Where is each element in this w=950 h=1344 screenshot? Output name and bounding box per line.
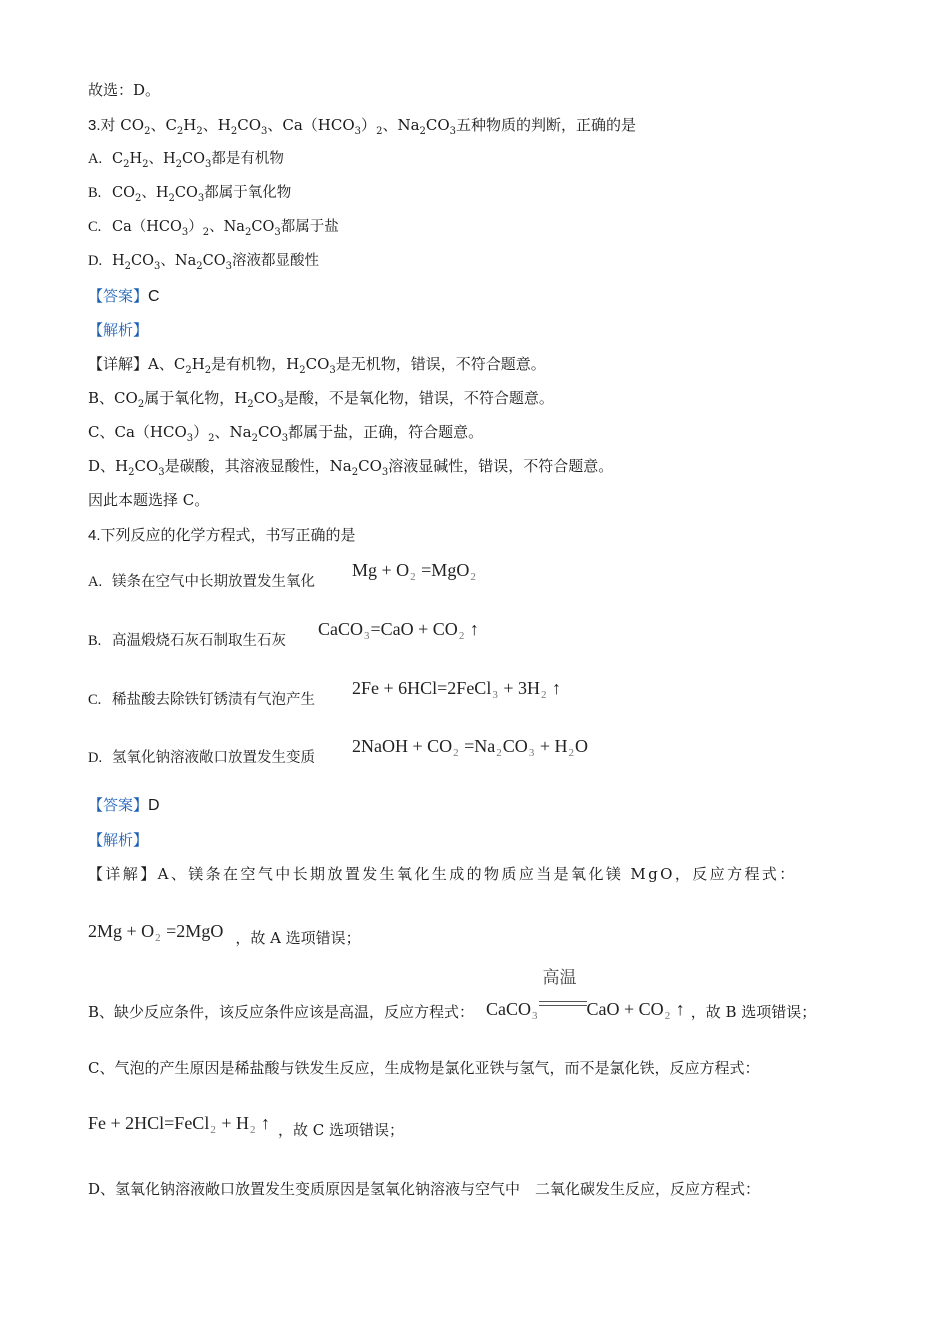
stem-part: 五种物质的判断，正确的是 [456, 116, 637, 134]
q3-detail-d: D、$H_2CO_3$是碳酸，其溶液显酸性，$Na_2CO_3$溶液显碱性，错误，不符合题意。 [88, 457, 614, 478]
q4-option-a [88, 560, 476, 593]
text: 溶液显碱性，错误，不符合题意。 [388, 457, 614, 475]
option-text: 都属于氧化物 [204, 185, 292, 201]
question-4-stem [88, 524, 356, 547]
text: ，故 B 选项错误； [690, 1003, 817, 1021]
question-3-number: 3. [88, 117, 101, 134]
option-key: A. [88, 151, 103, 167]
equation-a-correct: $2Mg + O_2 =2MgO$ [88, 921, 224, 944]
q4-detail-d: D、氢氧化钠溶液敞口放置发生变质原因是氢氧化钠溶液与空气中 二氧化碳发生反应，反应方程式： [88, 1180, 761, 1198]
q3-answer [88, 285, 160, 308]
q4-detail-a-eq [88, 921, 361, 955]
q3-detail-a: 【详解】A、$C_2H_2$是有机物，$H_2CO_3$是无机物，错误，不符合题意。 [88, 355, 546, 376]
question-4-number: 4. [88, 527, 101, 544]
double-line [539, 1001, 587, 1006]
q4-detail-a [88, 863, 797, 885]
q3-analysis [88, 319, 148, 341]
q4-detail-c: C、气泡的产生原因是稀盐酸与铁发生反应，生成物是氯化亚铁与氢气，而不是氯化铁，反应方程式： [88, 1059, 760, 1077]
equation-c: 2Fe + 6HCl=2FeCl$_3$ + $3H_2$ ↑ [352, 678, 561, 701]
option-text: 溶液都显酸性 [231, 253, 319, 269]
q4-option-c [88, 678, 561, 711]
analysis-tag: 【解析】 [88, 831, 149, 849]
equation-b: CaCO$_3$=CaO + $CO_2$ ↑ [318, 619, 479, 642]
option-key: B. [88, 185, 102, 201]
text: 是碳酸，其溶液显酸性，Na [164, 457, 352, 475]
q3-option-d [88, 250, 319, 278]
option-text: 都是有机物 [211, 151, 284, 167]
sub: 2 [196, 126, 203, 137]
formula: $H_2CO_3$、$Na_2CO_3$ [112, 253, 232, 272]
analysis-tag: 【解析】 [88, 321, 149, 339]
formula: $C_2H_2$、$H_2CO_3$ [112, 151, 212, 170]
q4-detail-b [88, 968, 817, 1029]
detail-tag: 【详解】 [88, 355, 149, 373]
detail-tag: 【详解】 [88, 865, 158, 883]
condition-mark [539, 968, 587, 1015]
stem-part: 、H [202, 116, 231, 134]
equation-a: $Mg + O_2 =MgO_2$ [352, 560, 476, 583]
text: ，故 C 选项错误； [277, 1121, 404, 1139]
q4-detail-c-eq [88, 1113, 404, 1147]
text: 是有机物，H [211, 355, 300, 373]
option-text: 都属于盐 [280, 219, 339, 235]
option-key: B. [88, 633, 102, 649]
q4-answer [88, 794, 160, 817]
text: D、H [88, 457, 129, 475]
q4-option-d [88, 736, 588, 769]
text: A、镁条在空气中长期放置发生氧化生成的物质应当是氧化镁 MgO，反应方程式： [157, 865, 797, 883]
q3-conclusion: 因此本题选择 C。 [88, 491, 210, 509]
equation-b-correct: CaCO$_3$ 高温 CaO + $CO_2$ ↑ [486, 968, 685, 1022]
condition-text: 高温 [542, 968, 577, 988]
formula: $Ca(HCO_3)_2$、$Na_2CO_3$ [112, 219, 281, 238]
q3-option-c [88, 216, 339, 244]
sub: 2 [419, 126, 426, 137]
stem-part: 、Ca（HCO [267, 116, 355, 134]
option-key: D. [88, 253, 103, 269]
stem-part: 对 CO [100, 116, 145, 134]
sub: 2 [176, 126, 184, 137]
text: B、CO [88, 389, 138, 407]
text: B、缺少反应条件，该反应条件应该是高温，反应方程式： [88, 1003, 475, 1021]
equation-d: 2NaOH + $CO_2 =Na_2CO_3 + H_2O$ [352, 736, 588, 759]
option-text: 镁条在空气中长期放置发生氧化 [112, 574, 315, 590]
line-prev-answer: 故选：D。 [88, 81, 161, 99]
sub: 2 [144, 126, 151, 137]
q4-analysis [88, 829, 148, 851]
option-key: C. [88, 692, 102, 708]
option-key: C. [88, 219, 102, 235]
stem-text: 下列反应的化学方程式，书写正确的是 [100, 526, 356, 544]
text: 都属于盐，正确，符合题意。 [288, 423, 484, 441]
option-key: D. [88, 750, 103, 766]
sub: 2 [230, 126, 238, 137]
q3-option-b [88, 182, 291, 210]
q3-detail-c: C、$Ca(HCO_3)_2$、$Na_2CO_3$都属于盐，正确，符合题意。 [88, 423, 484, 444]
formula: $CO_2$、$H_2CO_3$ [112, 185, 205, 204]
question-3-stem [88, 114, 636, 143]
equation-c-correct: Fe + 2HCl=FeCl$_2$ + $H_2$ ↑ [88, 1113, 270, 1136]
sub: 3 [354, 126, 362, 137]
q3-option-a [88, 148, 284, 176]
sub: 2 [376, 126, 383, 137]
answer-value: D [148, 797, 160, 814]
text: ，故 A 选项错误； [235, 929, 361, 947]
answer-tag: 【答案】 [88, 796, 149, 814]
text: 是无机物，错误，不符合题意。 [335, 355, 546, 373]
answer-tag: 【答案】 [88, 287, 149, 305]
stem-part: ） [361, 116, 377, 134]
option-key: A. [88, 574, 103, 590]
stem-part: 、C [150, 116, 177, 134]
sub: 3 [261, 126, 268, 137]
sub: 3 [449, 126, 457, 137]
option-text: 氢氧化钠溶液敞口放置发生变质 [112, 750, 315, 766]
text: 属于氧化物，H [144, 389, 248, 407]
q3-detail-b: B、$CO_2$属于氧化物，$H_2CO_3$是酸，不是氧化物，错误，不符合题意。 [88, 389, 554, 410]
option-text: 稀盐酸去除铁钉锈渍有气泡产生 [112, 692, 315, 708]
stem-part: 、Na [382, 116, 420, 134]
stem-part: H [183, 116, 197, 134]
answer-value: C [148, 288, 160, 305]
option-text: 高温煅烧石灰石制取生石灰 [112, 633, 286, 649]
text: A、C [148, 355, 186, 373]
text: 是酸，不是氧化物，错误，不符合题意。 [283, 389, 554, 407]
stem-part: CO [237, 116, 262, 134]
q4-option-b [88, 619, 479, 652]
stem-part: CO [425, 116, 450, 134]
